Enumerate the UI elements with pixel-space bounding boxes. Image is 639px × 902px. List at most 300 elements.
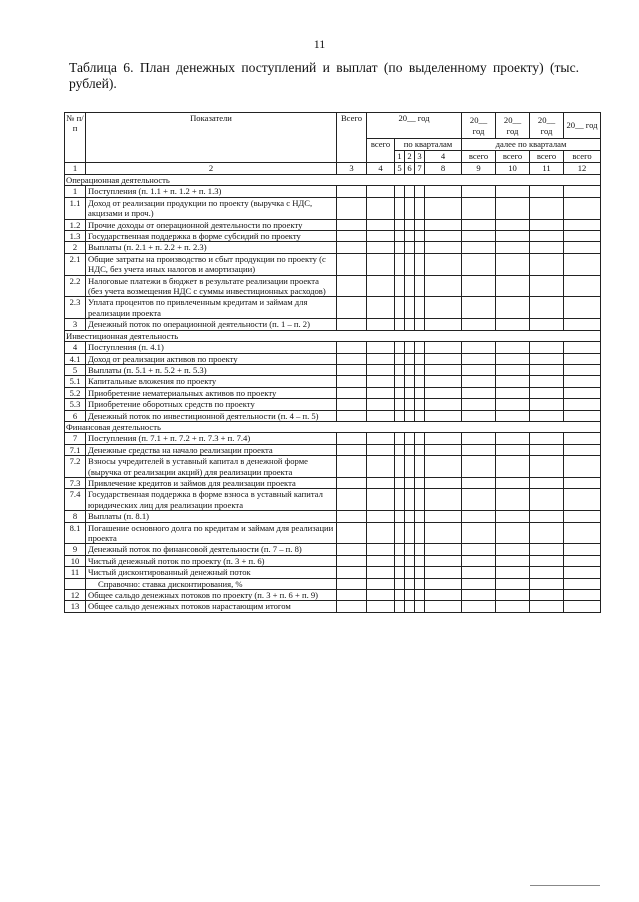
value-cell[interactable] xyxy=(496,477,530,488)
value-cell[interactable] xyxy=(564,319,601,330)
value-cell[interactable] xyxy=(425,601,462,612)
value-cell[interactable] xyxy=(496,219,530,230)
value-cell[interactable] xyxy=(415,444,425,455)
value-cell[interactable] xyxy=(530,511,564,522)
col-number: 11 xyxy=(530,163,564,175)
value-cell[interactable] xyxy=(462,544,496,555)
value-cell[interactable] xyxy=(395,567,405,578)
value-cell[interactable] xyxy=(367,544,395,555)
value-cell[interactable] xyxy=(462,253,496,275)
value-cell[interactable] xyxy=(405,275,415,297)
value-cell[interactable] xyxy=(530,186,564,197)
value-cell[interactable] xyxy=(337,590,367,601)
value-cell[interactable] xyxy=(564,511,601,522)
value-cell[interactable] xyxy=(530,275,564,297)
value-cell[interactable] xyxy=(367,364,395,375)
value-cell[interactable] xyxy=(530,353,564,364)
value-cell[interactable] xyxy=(425,364,462,375)
value-cell[interactable] xyxy=(462,319,496,330)
value-cell[interactable] xyxy=(367,555,395,566)
value-cell[interactable] xyxy=(564,477,601,488)
value-cell[interactable] xyxy=(337,522,367,544)
value-cell[interactable] xyxy=(564,376,601,387)
value-cell[interactable] xyxy=(395,197,405,219)
value-cell[interactable] xyxy=(415,376,425,387)
value-cell[interactable] xyxy=(395,399,405,410)
value-cell[interactable] xyxy=(496,297,530,319)
value-cell[interactable] xyxy=(530,522,564,544)
value-cell[interactable] xyxy=(496,253,530,275)
value-cell[interactable] xyxy=(564,242,601,253)
value-cell[interactable] xyxy=(367,297,395,319)
value-cell[interactable] xyxy=(405,544,415,555)
value-cell[interactable] xyxy=(395,231,405,242)
value-cell[interactable] xyxy=(462,353,496,364)
value-cell[interactable] xyxy=(415,544,425,555)
value-cell[interactable] xyxy=(530,297,564,319)
value-cell[interactable] xyxy=(425,444,462,455)
value-cell[interactable] xyxy=(496,511,530,522)
value-cell[interactable] xyxy=(405,219,415,230)
value-cell[interactable] xyxy=(395,444,405,455)
value-cell[interactable] xyxy=(530,578,564,589)
value-cell[interactable] xyxy=(564,522,601,544)
value-cell[interactable] xyxy=(530,601,564,612)
value-cell[interactable] xyxy=(405,590,415,601)
value-cell[interactable] xyxy=(564,353,601,364)
value-cell[interactable] xyxy=(337,544,367,555)
value-cell[interactable] xyxy=(405,601,415,612)
value-cell[interactable] xyxy=(405,186,415,197)
value-cell[interactable] xyxy=(462,197,496,219)
value-cell[interactable] xyxy=(405,555,415,566)
value-cell[interactable] xyxy=(395,297,405,319)
value-cell[interactable] xyxy=(405,489,415,511)
value-cell[interactable] xyxy=(395,511,405,522)
value-cell[interactable] xyxy=(395,477,405,488)
value-cell[interactable] xyxy=(496,567,530,578)
value-cell[interactable] xyxy=(367,342,395,353)
value-cell[interactable] xyxy=(530,231,564,242)
value-cell[interactable] xyxy=(395,456,405,478)
value-cell[interactable] xyxy=(530,456,564,478)
value-cell[interactable] xyxy=(367,601,395,612)
value-cell[interactable] xyxy=(337,578,367,589)
value-cell[interactable] xyxy=(395,219,405,230)
col-number: 1 xyxy=(65,163,86,175)
value-cell[interactable] xyxy=(415,399,425,410)
value-cell[interactable] xyxy=(425,353,462,364)
value-cell[interactable] xyxy=(564,555,601,566)
value-cell[interactable] xyxy=(395,522,405,544)
value-cell[interactable] xyxy=(405,364,415,375)
value-cell[interactable] xyxy=(367,511,395,522)
value-cell[interactable] xyxy=(462,186,496,197)
value-cell[interactable] xyxy=(415,555,425,566)
value-cell[interactable] xyxy=(367,489,395,511)
value-cell[interactable] xyxy=(462,219,496,230)
value-cell[interactable] xyxy=(530,376,564,387)
value-cell[interactable] xyxy=(405,456,415,478)
value-cell[interactable] xyxy=(462,297,496,319)
value-cell[interactable] xyxy=(395,601,405,612)
value-cell[interactable] xyxy=(367,242,395,253)
value-cell[interactable] xyxy=(395,253,405,275)
value-cell[interactable] xyxy=(425,555,462,566)
value-cell[interactable] xyxy=(425,275,462,297)
value-cell[interactable] xyxy=(564,197,601,219)
value-cell[interactable] xyxy=(337,410,367,421)
value-cell[interactable] xyxy=(405,297,415,319)
value-cell[interactable] xyxy=(425,544,462,555)
value-cell[interactable] xyxy=(496,319,530,330)
value-cell[interactable] xyxy=(462,444,496,455)
value-cell[interactable] xyxy=(337,376,367,387)
value-cell[interactable] xyxy=(564,456,601,478)
value-cell[interactable] xyxy=(337,253,367,275)
value-cell[interactable] xyxy=(395,186,405,197)
value-cell[interactable] xyxy=(405,342,415,353)
value-cell[interactable] xyxy=(462,567,496,578)
value-cell[interactable] xyxy=(425,477,462,488)
value-cell[interactable] xyxy=(425,231,462,242)
value-cell[interactable] xyxy=(395,353,405,364)
value-cell[interactable] xyxy=(337,275,367,297)
value-cell[interactable] xyxy=(462,578,496,589)
value-cell[interactable] xyxy=(337,444,367,455)
value-cell[interactable] xyxy=(425,456,462,478)
value-cell[interactable] xyxy=(415,253,425,275)
value-cell[interactable] xyxy=(367,567,395,578)
value-cell[interactable] xyxy=(415,186,425,197)
value-cell[interactable] xyxy=(415,578,425,589)
value-cell[interactable] xyxy=(530,433,564,444)
value-cell[interactable] xyxy=(564,544,601,555)
value-cell[interactable] xyxy=(425,522,462,544)
value-cell[interactable] xyxy=(405,567,415,578)
value-cell[interactable] xyxy=(415,511,425,522)
value-cell[interactable] xyxy=(496,231,530,242)
value-cell[interactable] xyxy=(496,522,530,544)
value-cell[interactable] xyxy=(395,489,405,511)
value-cell[interactable] xyxy=(530,544,564,555)
value-cell[interactable] xyxy=(530,364,564,375)
value-cell[interactable] xyxy=(337,489,367,511)
value-cell[interactable] xyxy=(564,567,601,578)
value-cell[interactable] xyxy=(462,231,496,242)
value-cell[interactable] xyxy=(564,444,601,455)
value-cell[interactable] xyxy=(462,387,496,398)
value-cell[interactable] xyxy=(425,399,462,410)
value-cell[interactable] xyxy=(564,590,601,601)
value-cell[interactable] xyxy=(395,410,405,421)
value-cell[interactable] xyxy=(337,364,367,375)
value-cell[interactable] xyxy=(395,387,405,398)
value-cell[interactable] xyxy=(367,477,395,488)
value-cell[interactable] xyxy=(425,297,462,319)
value-cell[interactable] xyxy=(337,219,367,230)
value-cell[interactable] xyxy=(425,433,462,444)
value-cell[interactable] xyxy=(530,242,564,253)
value-cell[interactable] xyxy=(395,242,405,253)
value-cell[interactable] xyxy=(496,444,530,455)
value-cell[interactable] xyxy=(367,319,395,330)
value-cell[interactable] xyxy=(462,364,496,375)
value-cell[interactable] xyxy=(367,253,395,275)
value-cell[interactable] xyxy=(405,399,415,410)
value-cell[interactable] xyxy=(405,387,415,398)
value-cell[interactable] xyxy=(530,410,564,421)
value-cell[interactable] xyxy=(496,578,530,589)
value-cell[interactable] xyxy=(425,489,462,511)
value-cell[interactable] xyxy=(530,555,564,566)
value-cell[interactable] xyxy=(564,253,601,275)
value-cell[interactable] xyxy=(462,522,496,544)
value-cell[interactable] xyxy=(496,399,530,410)
value-cell[interactable] xyxy=(530,387,564,398)
value-cell[interactable] xyxy=(425,342,462,353)
value-cell[interactable] xyxy=(337,511,367,522)
value-cell[interactable] xyxy=(405,477,415,488)
value-cell[interactable] xyxy=(530,342,564,353)
value-cell[interactable] xyxy=(425,578,462,589)
value-cell[interactable] xyxy=(405,319,415,330)
row-label: Государственная поддержка в форме субсидий по проекту xyxy=(86,231,337,242)
value-cell[interactable] xyxy=(415,319,425,330)
value-cell[interactable] xyxy=(530,590,564,601)
value-cell[interactable] xyxy=(496,601,530,612)
value-cell[interactable] xyxy=(395,590,405,601)
value-cell[interactable] xyxy=(564,364,601,375)
value-cell[interactable] xyxy=(415,342,425,353)
value-cell[interactable] xyxy=(415,601,425,612)
value-cell[interactable] xyxy=(337,399,367,410)
value-cell[interactable] xyxy=(395,376,405,387)
value-cell[interactable] xyxy=(564,275,601,297)
value-cell[interactable] xyxy=(395,275,405,297)
value-cell[interactable] xyxy=(415,297,425,319)
value-cell[interactable] xyxy=(425,376,462,387)
value-cell[interactable] xyxy=(496,433,530,444)
value-cell[interactable] xyxy=(405,353,415,364)
value-cell[interactable] xyxy=(530,253,564,275)
value-cell[interactable] xyxy=(496,544,530,555)
value-cell[interactable] xyxy=(462,410,496,421)
value-cell[interactable] xyxy=(496,376,530,387)
value-cell[interactable] xyxy=(530,197,564,219)
value-cell[interactable] xyxy=(367,522,395,544)
value-cell[interactable] xyxy=(564,186,601,197)
value-cell[interactable] xyxy=(367,219,395,230)
value-cell[interactable] xyxy=(405,433,415,444)
value-cell[interactable] xyxy=(405,376,415,387)
page-number: 11 xyxy=(313,37,326,51)
value-cell[interactable] xyxy=(462,489,496,511)
value-cell[interactable] xyxy=(415,433,425,444)
value-cell[interactable] xyxy=(395,319,405,330)
value-cell[interactable] xyxy=(564,219,601,230)
value-cell[interactable] xyxy=(425,219,462,230)
value-cell[interactable] xyxy=(367,433,395,444)
value-cell[interactable] xyxy=(425,567,462,578)
value-cell[interactable] xyxy=(462,342,496,353)
value-cell[interactable] xyxy=(337,555,367,566)
value-cell[interactable] xyxy=(395,578,405,589)
header-year-col: 20__ год xyxy=(530,113,564,139)
value-cell[interactable] xyxy=(462,376,496,387)
value-cell[interactable] xyxy=(337,319,367,330)
value-cell[interactable] xyxy=(405,197,415,219)
value-cell[interactable] xyxy=(462,399,496,410)
value-cell[interactable] xyxy=(530,444,564,455)
table-row xyxy=(65,433,601,444)
value-cell[interactable] xyxy=(564,342,601,353)
value-cell[interactable] xyxy=(564,387,601,398)
value-cell[interactable] xyxy=(337,567,367,578)
value-cell[interactable] xyxy=(496,410,530,421)
value-cell[interactable] xyxy=(367,387,395,398)
value-cell[interactable] xyxy=(564,578,601,589)
value-cell[interactable] xyxy=(395,433,405,444)
value-cell[interactable] xyxy=(367,590,395,601)
value-cell[interactable] xyxy=(337,197,367,219)
value-cell[interactable] xyxy=(462,555,496,566)
value-cell[interactable] xyxy=(425,197,462,219)
value-cell[interactable] xyxy=(496,242,530,253)
value-cell[interactable] xyxy=(425,590,462,601)
value-cell[interactable] xyxy=(496,197,530,219)
value-cell[interactable] xyxy=(564,410,601,421)
value-cell[interactable] xyxy=(367,275,395,297)
value-cell[interactable] xyxy=(367,186,395,197)
value-cell[interactable] xyxy=(337,456,367,478)
value-cell[interactable] xyxy=(367,578,395,589)
value-cell[interactable] xyxy=(496,364,530,375)
value-cell[interactable] xyxy=(425,387,462,398)
value-cell[interactable] xyxy=(415,489,425,511)
value-cell[interactable] xyxy=(395,555,405,566)
value-cell[interactable] xyxy=(564,399,601,410)
value-cell[interactable] xyxy=(462,242,496,253)
value-cell[interactable] xyxy=(425,410,462,421)
value-cell[interactable] xyxy=(395,342,405,353)
value-cell[interactable] xyxy=(415,456,425,478)
value-cell[interactable] xyxy=(337,186,367,197)
value-cell[interactable] xyxy=(462,456,496,478)
value-cell[interactable] xyxy=(530,477,564,488)
value-cell[interactable] xyxy=(496,555,530,566)
value-cell[interactable] xyxy=(415,275,425,297)
value-cell[interactable] xyxy=(405,511,415,522)
value-cell[interactable] xyxy=(415,522,425,544)
value-cell[interactable] xyxy=(367,456,395,478)
value-cell[interactable] xyxy=(564,433,601,444)
value-cell[interactable] xyxy=(462,601,496,612)
value-cell[interactable] xyxy=(415,197,425,219)
value-cell[interactable] xyxy=(367,444,395,455)
value-cell[interactable] xyxy=(415,353,425,364)
table-row xyxy=(65,253,601,275)
value-cell[interactable] xyxy=(337,353,367,364)
value-cell[interactable] xyxy=(462,275,496,297)
value-cell[interactable] xyxy=(367,353,395,364)
value-cell[interactable] xyxy=(415,590,425,601)
value-cell[interactable] xyxy=(415,364,425,375)
value-cell[interactable] xyxy=(496,387,530,398)
value-cell[interactable] xyxy=(337,601,367,612)
value-cell[interactable] xyxy=(405,253,415,275)
value-cell[interactable] xyxy=(530,399,564,410)
value-cell[interactable] xyxy=(496,342,530,353)
value-cell[interactable] xyxy=(496,456,530,478)
value-cell[interactable] xyxy=(367,399,395,410)
value-cell[interactable] xyxy=(462,511,496,522)
value-cell[interactable] xyxy=(405,410,415,421)
value-cell[interactable] xyxy=(564,489,601,511)
value-cell[interactable] xyxy=(496,353,530,364)
value-cell[interactable] xyxy=(496,186,530,197)
value-cell[interactable] xyxy=(405,444,415,455)
value-cell[interactable] xyxy=(337,342,367,353)
value-cell[interactable] xyxy=(415,242,425,253)
row-number: 7.2 xyxy=(65,456,86,478)
value-cell[interactable] xyxy=(496,275,530,297)
value-cell[interactable] xyxy=(564,297,601,319)
header-year-col: 20__ год xyxy=(496,113,530,139)
value-cell[interactable] xyxy=(415,477,425,488)
value-cell[interactable] xyxy=(367,197,395,219)
value-cell[interactable] xyxy=(367,410,395,421)
value-cell[interactable] xyxy=(395,544,405,555)
value-cell[interactable] xyxy=(564,231,601,242)
value-cell[interactable] xyxy=(415,231,425,242)
section-row xyxy=(65,421,601,432)
value-cell[interactable] xyxy=(425,186,462,197)
value-cell[interactable] xyxy=(337,231,367,242)
value-cell[interactable] xyxy=(367,376,395,387)
value-cell[interactable] xyxy=(395,364,405,375)
value-cell[interactable] xyxy=(462,433,496,444)
value-cell[interactable] xyxy=(405,578,415,589)
value-cell[interactable] xyxy=(415,219,425,230)
value-cell[interactable] xyxy=(405,231,415,242)
value-cell[interactable] xyxy=(425,319,462,330)
value-cell[interactable] xyxy=(405,522,415,544)
value-cell[interactable] xyxy=(415,567,425,578)
value-cell[interactable] xyxy=(425,242,462,253)
value-cell[interactable] xyxy=(337,242,367,253)
value-cell[interactable] xyxy=(530,567,564,578)
value-cell[interactable] xyxy=(462,477,496,488)
value-cell[interactable] xyxy=(496,489,530,511)
value-cell[interactable] xyxy=(415,387,425,398)
value-cell[interactable] xyxy=(425,511,462,522)
value-cell[interactable] xyxy=(415,410,425,421)
value-cell[interactable] xyxy=(405,242,415,253)
value-cell[interactable] xyxy=(496,590,530,601)
value-cell[interactable] xyxy=(425,253,462,275)
value-cell[interactable] xyxy=(337,297,367,319)
value-cell[interactable] xyxy=(530,319,564,330)
value-cell[interactable] xyxy=(530,219,564,230)
value-cell[interactable] xyxy=(337,477,367,488)
value-cell[interactable] xyxy=(337,387,367,398)
value-cell[interactable] xyxy=(564,601,601,612)
value-cell[interactable] xyxy=(530,489,564,511)
value-cell[interactable] xyxy=(337,433,367,444)
value-cell[interactable] xyxy=(367,231,395,242)
value-cell[interactable] xyxy=(462,590,496,601)
